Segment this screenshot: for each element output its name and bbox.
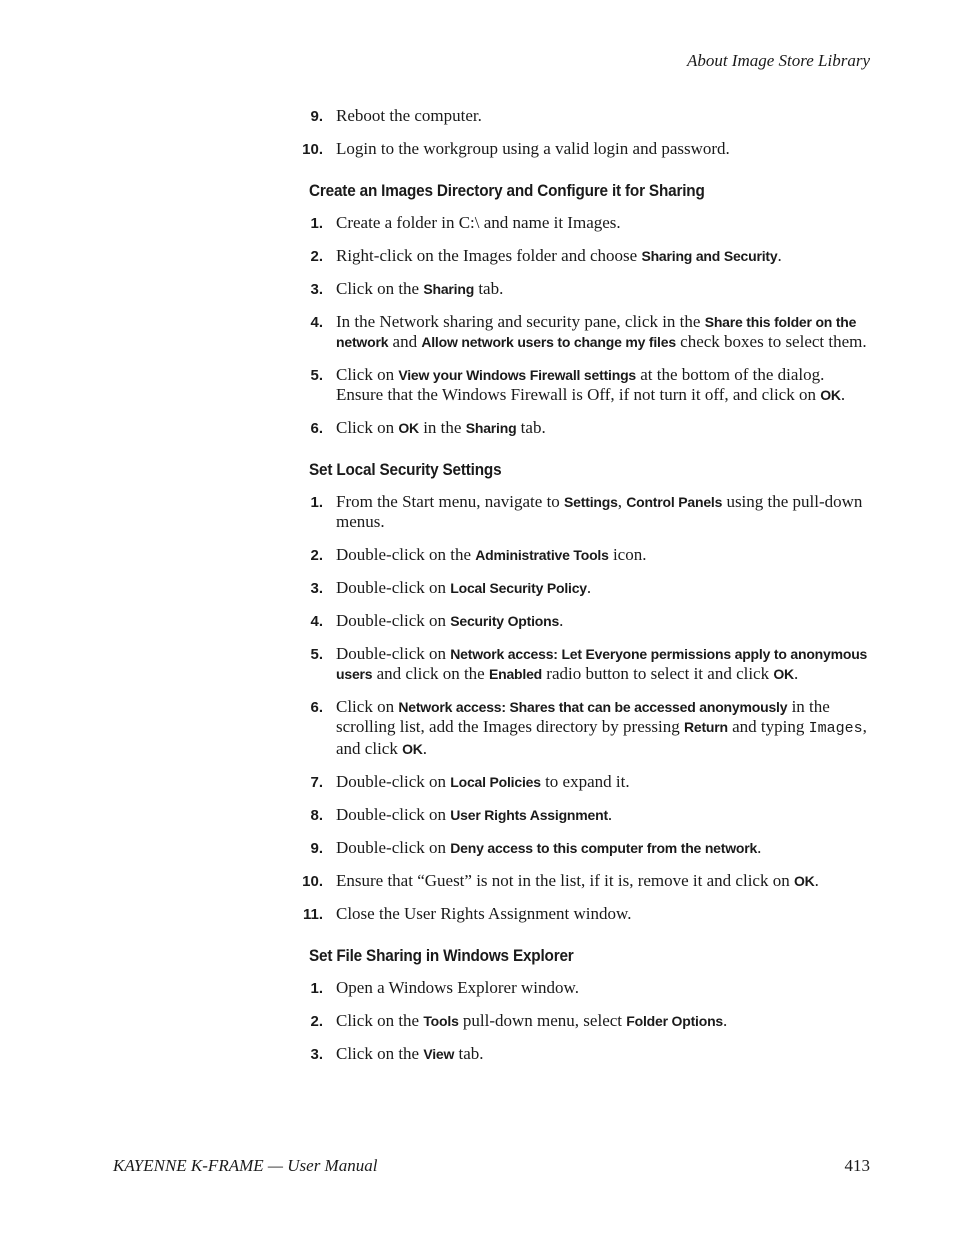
ui-term: Sharing and Security: [641, 248, 778, 264]
step-number: 6.: [310, 420, 323, 437]
ui-term: Sharing: [465, 420, 517, 436]
step-text: .: [723, 1011, 728, 1030]
step-text: and: [388, 332, 422, 351]
step-text: Close the User Rights Assignment window.: [336, 904, 632, 923]
step-text: tab.: [516, 418, 546, 437]
ui-term: View your Windows Firewall settings: [398, 367, 637, 383]
step-text: Click on the: [336, 1044, 424, 1063]
ui-term: Control Panels: [626, 494, 723, 510]
step-text: Double-click on the: [336, 545, 476, 564]
section-heading: Set File Sharing in Windows Explorer: [309, 946, 574, 965]
step-text: pull-down menu, select: [458, 1011, 627, 1030]
step-text: and typing: [727, 717, 809, 736]
footer-page-number: 413: [844, 1156, 870, 1175]
ui-term: Allow network users to change my files: [421, 334, 676, 350]
step-text: in the: [418, 418, 466, 437]
step-text: From the Start menu, navigate to: [336, 492, 565, 511]
step-number: 4.: [310, 613, 323, 630]
step-item: [300, 772, 870, 792]
ui-term: Return: [683, 719, 728, 735]
step-item: [300, 213, 870, 233]
step-number: 3.: [310, 281, 323, 298]
step-text: Double-click on: [336, 644, 451, 663]
step-text: at the bottom of the dialog. Ensure that the Windows Firewall is Off, if not turn it off, and click on: [336, 365, 825, 404]
step-text: check boxes to select them.: [675, 332, 867, 351]
step-text: tab.: [474, 279, 504, 298]
step-text: Double-click on: [336, 611, 451, 630]
step-number: 3.: [310, 1046, 323, 1063]
step-item: [300, 365, 870, 405]
step-text: Double-click on: [336, 805, 451, 824]
step-item: [300, 1011, 870, 1031]
step-item: [300, 312, 870, 352]
ui-term: Sharing: [423, 281, 475, 297]
step-number: 9.: [310, 108, 323, 125]
step-text: .: [422, 739, 427, 758]
ui-term: Tools: [423, 1013, 459, 1029]
step-item: [300, 1044, 870, 1064]
step-text: Double-click on: [336, 772, 451, 791]
ui-term: Security Options: [450, 613, 560, 629]
step-item: [300, 697, 870, 759]
step-text: , and click: [336, 717, 867, 758]
intro-step-list: [300, 106, 870, 159]
step-item: [300, 492, 870, 532]
step-number: 4.: [310, 314, 323, 331]
step-text: Double-click on: [336, 838, 451, 857]
procedure-section: [300, 181, 870, 438]
step-text: Click on: [336, 365, 399, 384]
step-number: 5.: [310, 367, 323, 384]
manual-body: [300, 106, 870, 1086]
step-item: [300, 611, 870, 631]
step-text: using the pull-down menus.: [336, 492, 863, 531]
ui-term: Local Security Policy: [450, 580, 587, 596]
step-text: to expand it.: [540, 772, 630, 791]
step-number: 2.: [310, 547, 323, 564]
step-text: .: [757, 838, 762, 857]
step-list: [300, 213, 870, 438]
step-text: .: [814, 871, 819, 890]
procedure-section: [300, 946, 870, 1064]
step-text: .: [559, 611, 564, 630]
step-number: 11.: [302, 906, 323, 923]
step-item: [300, 978, 870, 998]
step-number: 10.: [302, 141, 323, 158]
step-text: Right-click on the Images folder and choose: [336, 246, 642, 265]
ui-term: Deny access to this computer from the network: [450, 840, 758, 856]
step-item: [300, 904, 870, 924]
ui-term: Share this folder on the network: [336, 314, 857, 350]
step-text: Double-click on: [336, 578, 451, 597]
step-list: [300, 978, 870, 1064]
ui-term: OK: [398, 420, 419, 436]
step-item: [300, 545, 870, 565]
ui-term: OK: [402, 741, 423, 757]
section-heading: Set Local Security Settings: [309, 460, 502, 479]
step-number: 6.: [310, 699, 323, 716]
step-item: [300, 418, 870, 438]
step-item: [300, 838, 870, 858]
step-item: [300, 871, 870, 891]
ui-term: Folder Options: [626, 1013, 724, 1029]
step-text: .: [793, 664, 799, 683]
step-item: [300, 246, 870, 266]
step-text: .: [607, 805, 613, 824]
ui-term: Network access: Let Everyone permissions apply to anonymous users: [336, 646, 868, 682]
ui-term: OK: [820, 387, 841, 403]
ui-term: OK: [773, 666, 794, 682]
step-text: icon.: [608, 545, 647, 564]
step-number: 1.: [310, 980, 323, 997]
step-item: [300, 139, 870, 159]
step-text: Create a folder in C:\ and name it Images.: [336, 213, 621, 232]
step-item: [300, 106, 870, 126]
step-text: Open a Windows Explorer window.: [336, 978, 579, 997]
step-item: [300, 644, 870, 684]
running-header: About Image Store Library: [686, 51, 870, 70]
step-text: In the Network sharing and security pane, click in the: [336, 312, 705, 331]
procedure-section: [300, 460, 870, 924]
step-list: [300, 492, 870, 924]
step-number: 5.: [310, 646, 323, 663]
step-text: .: [840, 385, 846, 404]
step-item: [300, 279, 870, 299]
step-text: Click on the: [336, 1011, 424, 1030]
ui-term: Enabled: [488, 666, 543, 682]
step-item: [300, 578, 870, 598]
step-number: 9.: [310, 840, 323, 857]
step-text: tab.: [454, 1044, 484, 1063]
step-text: Click on the: [336, 279, 424, 298]
step-item: [300, 805, 870, 825]
step-number: 2.: [310, 1013, 323, 1030]
sections-container: [300, 181, 870, 1064]
step-text: radio button to select it and click: [542, 664, 774, 683]
step-text: .: [586, 578, 592, 597]
step-number: 8.: [310, 807, 323, 824]
ui-term: Local Policies: [450, 774, 541, 790]
ui-term: Network access: Shares that can be accessed anonymously: [398, 699, 788, 715]
step-text: Click on: [336, 418, 399, 437]
ui-term: View: [423, 1046, 455, 1062]
ui-term: OK: [793, 873, 815, 889]
step-number: 1.: [310, 494, 323, 511]
footer-manual-title: KAYENNE K-FRAME — User Manual: [113, 1156, 378, 1175]
step-text: Ensure that “Guest” is not in the list, if it is, remove it and click on: [336, 871, 794, 890]
step-text: ,: [617, 492, 627, 511]
step-text: in the scrolling list, add the Images directory by pressing: [336, 697, 830, 736]
step-text: Reboot the computer.: [336, 106, 482, 125]
section-heading: Create an Images Directory and Configure it for Sharing: [309, 181, 705, 200]
step-text: and click on the: [372, 664, 489, 683]
step-number: 2.: [310, 248, 323, 265]
step-number: 1.: [310, 215, 323, 232]
step-number: 3.: [310, 580, 323, 597]
ui-term: Settings: [564, 494, 618, 510]
ui-term: Administrative Tools: [475, 547, 609, 563]
step-text: Click on: [336, 697, 399, 716]
step-text: Login to the workgroup using a valid login and password.: [336, 139, 730, 158]
typed-text: Images: [808, 720, 863, 737]
step-number: 10.: [302, 873, 323, 890]
step-text: .: [777, 246, 782, 265]
ui-term: User Rights Assignment: [450, 807, 608, 823]
step-number: 7.: [310, 774, 323, 791]
